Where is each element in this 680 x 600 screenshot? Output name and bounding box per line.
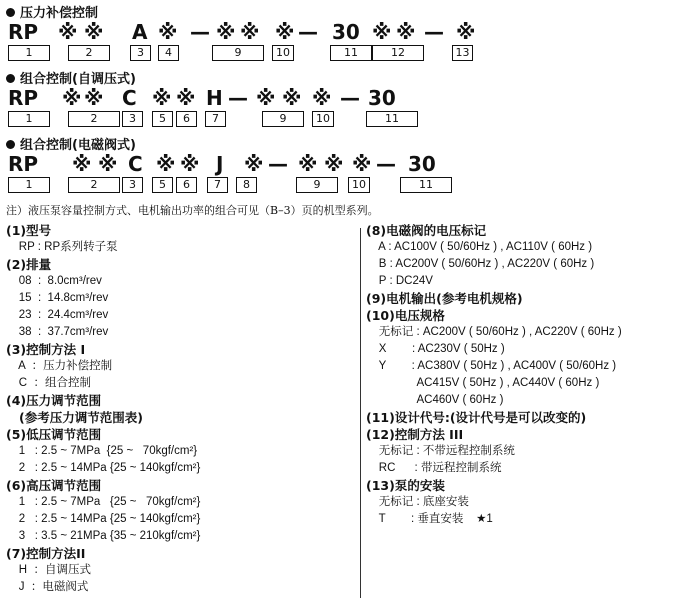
spec-line: 23 : 24.4cm³/rev [6, 309, 109, 321]
spec-line: 08 : 8.0cm³/rev [6, 275, 102, 287]
spec-line: P : DC24V [366, 275, 433, 287]
section-title-combo-self: 组合控制(自调压式) [6, 68, 136, 87]
spec-line: X : AC230V ( 50Hz ) [366, 343, 505, 355]
spec-line: 15 : 14.8cm³/rev [6, 292, 109, 304]
code-position-box: 3 [122, 111, 143, 127]
code-position-box: 3 [122, 177, 143, 193]
code-position-box: 3 [130, 45, 151, 61]
code-token: — [376, 152, 396, 176]
spec-heading: (12)控制方法 III [366, 427, 464, 442]
spec-heading: (8)电磁阀的电压标记 [366, 223, 487, 238]
code-position-box: 10 [348, 177, 370, 193]
spec-line: AC415V ( 50Hz ) , AC440V ( 60Hz ) [366, 377, 600, 389]
code-token: C [128, 152, 143, 176]
code-token: ※ [456, 20, 476, 44]
spec-heading: (13)泵的安装 [366, 478, 445, 493]
code-token: — [268, 152, 288, 176]
code-token: C [122, 86, 137, 110]
code-token: ※ [158, 20, 178, 44]
spec-heading: (4)压力调节范围 [6, 393, 102, 408]
code-token: RP [8, 20, 39, 44]
code-position-box: 7 [205, 111, 226, 127]
code-position-box: 9 [296, 177, 338, 193]
code-token: ※ [282, 86, 302, 110]
spec-heading: (参考压力调节范围表) [6, 410, 143, 425]
code-token: RP [8, 152, 39, 176]
spec-line: 1 : 2.5 ~ 7MPa {25 ~ 70kgf/cm²} [6, 445, 198, 457]
model-code-row-2 [0, 88, 680, 130]
code-token: H [206, 86, 223, 110]
code-token: 30 [332, 20, 360, 44]
code-position-box: 4 [158, 45, 179, 61]
code-token: ※ [256, 86, 276, 110]
code-token: ※ [396, 20, 416, 44]
spec-line: AC460V ( 60Hz ) [366, 394, 504, 406]
code-token: ※ [352, 152, 372, 176]
code-token: ※ [216, 20, 236, 44]
code-token: A [132, 20, 148, 44]
spec-line: 1 : 2.5 ~ 7MPa {25 ~ 70kgf/cm²} [6, 496, 201, 508]
bullet-icon [6, 74, 15, 83]
spec-line: 38 : 37.7cm³/rev [6, 326, 109, 338]
code-position-box: 11 [400, 177, 452, 193]
section-title-pressure-comp: 压力补偿控制 [6, 2, 98, 21]
code-token: — [228, 86, 248, 110]
code-token: ※ [176, 86, 196, 110]
code-token: RP [8, 86, 39, 110]
code-token: ※ [98, 152, 118, 176]
code-token: ※ [298, 152, 318, 176]
spec-heading: (2)排量 [6, 257, 52, 272]
code-token: ※ [180, 152, 200, 176]
code-token: — [190, 20, 210, 44]
code-position-box: 2 [68, 111, 120, 127]
code-position-box: 10 [312, 111, 334, 127]
left-column [6, 222, 356, 596]
code-token: ※ [58, 20, 78, 44]
spec-line: 无标记 : AC200V ( 50/60Hz ) , AC220V ( 60Hz ) [366, 326, 622, 338]
code-position-box: 9 [212, 45, 264, 61]
spec-line: B : AC200V ( 50/60Hz ) , AC220V ( 60Hz ) [366, 258, 595, 270]
section-title-combo-solenoid: 组合控制(电磁阀式) [6, 134, 136, 153]
code-token: 30 [408, 152, 436, 176]
code-position-box: 6 [176, 111, 197, 127]
spec-line: C ：组合控制 [6, 377, 91, 389]
code-token: ※ [372, 20, 392, 44]
spec-line: A ：压力补偿控制 [6, 360, 113, 372]
spec-line: RP : RP系列转子泵 [6, 241, 118, 253]
code-position-box: 1 [8, 45, 50, 61]
spec-line: H ：自调压式 [6, 564, 91, 576]
code-token: — [424, 20, 444, 44]
bullet-icon [6, 8, 15, 17]
code-position-box: 5 [152, 177, 173, 193]
code-token: ※ [156, 152, 176, 176]
code-token: ※ [62, 86, 82, 110]
spec-heading: (7)控制方法II [6, 546, 86, 561]
code-position-box: 10 [272, 45, 294, 61]
spec-heading: (10)电压规格 [366, 308, 445, 323]
code-token: — [340, 86, 360, 110]
code-token: ※ [275, 20, 295, 44]
code-token: ※ [84, 86, 104, 110]
code-token: ※ [84, 20, 104, 44]
spec-line: 2 : 2.5 ~ 14MPa {25 ~ 140kgf/cm²} [6, 513, 201, 525]
code-token: ※ [152, 86, 172, 110]
model-code-row-1 [0, 22, 680, 64]
code-position-box: 11 [330, 45, 372, 61]
code-position-box: 13 [452, 45, 473, 61]
code-token: 30 [368, 86, 396, 110]
spec-line: 无标记 : 底座安装 [366, 496, 469, 508]
spec-line: A : AC100V ( 50/60Hz ) , AC110V ( 60Hz ) [366, 241, 593, 253]
code-position-box: 12 [372, 45, 424, 61]
spec-heading: (11)设计代号:(设计代号是可以改变的) [366, 410, 587, 425]
code-token: — [298, 20, 318, 44]
code-token: ※ [244, 152, 264, 176]
model-code-row-3 [0, 154, 680, 196]
spec-line: 无标记 : 不带远程控制系统 [366, 445, 515, 457]
code-position-box: 2 [68, 177, 120, 193]
spec-line: Y : AC380V ( 50Hz ) , AC400V ( 50/60Hz ) [366, 360, 617, 372]
code-position-box: 5 [152, 111, 173, 127]
code-token: ※ [72, 152, 92, 176]
right-column [366, 222, 678, 528]
spec-heading: (6)高压调节范围 [6, 478, 102, 493]
code-position-box: 6 [176, 177, 197, 193]
spec-line: RC : 带远程控制系统 [366, 462, 502, 474]
code-token: ※ [324, 152, 344, 176]
spec-line: 3 : 3.5 ~ 21MPa {35 ~ 210kgf/cm²} [6, 530, 201, 542]
spec-line: T : 垂直安装 ★1 [366, 513, 493, 525]
code-position-box: 1 [8, 111, 50, 127]
code-position-box: 9 [262, 111, 304, 127]
footnote: 注）液压泵容量控制方式、电机输出功率的组合可见（B–3）页的机型系列。 [6, 204, 379, 217]
column-divider [360, 228, 361, 598]
spec-line: J ：电磁阀式 [6, 581, 89, 593]
code-token: ※ [312, 86, 332, 110]
spec-line: 2 : 2.5 ~ 14MPa {25 ~ 140kgf/cm²} [6, 462, 201, 474]
code-position-box: 7 [207, 177, 228, 193]
code-token: ※ [240, 20, 260, 44]
code-token: J [216, 152, 224, 176]
code-position-box: 11 [366, 111, 418, 127]
spec-heading: (5)低压调节范围 [6, 427, 102, 442]
spec-heading: (9)电机输出(参考电机规格) [366, 291, 523, 306]
spec-heading: (1)型号 [6, 223, 52, 238]
bullet-icon [6, 140, 15, 149]
code-position-box: 8 [236, 177, 257, 193]
spec-heading: (3)控制方法 I [6, 342, 86, 357]
code-position-box: 2 [68, 45, 110, 61]
code-position-box: 1 [8, 177, 50, 193]
